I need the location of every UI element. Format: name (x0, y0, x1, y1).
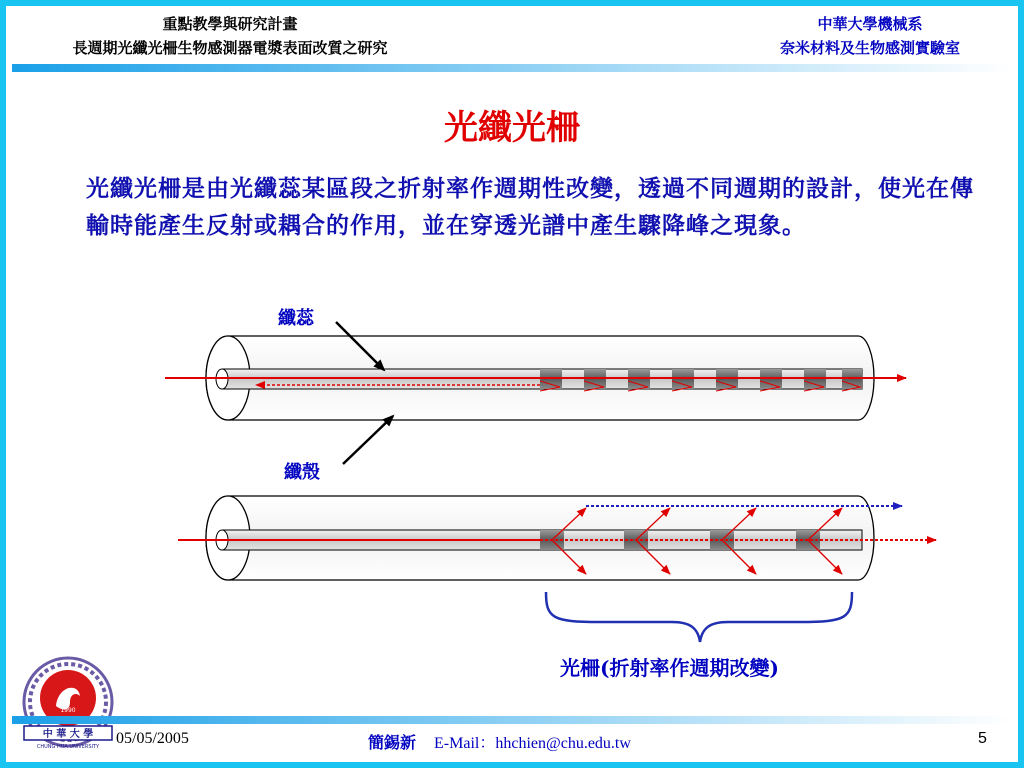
grating-label: 光柵(折射率作週期改變) (560, 656, 779, 680)
logo-name: 中 華 大 學 (42, 729, 94, 740)
university-logo (20, 656, 116, 752)
slide-title: 光纖光柵 (444, 108, 580, 148)
grating-brace (546, 592, 852, 642)
author-name: 簡錫新 (368, 733, 417, 752)
cladding-label: 纖殼 (284, 462, 320, 483)
core-label: 纖蕊 (278, 308, 314, 329)
header-lab: 奈米材料及生物感測實驗室 (779, 39, 960, 57)
cladding-pointer (343, 416, 393, 464)
logo-name-en: CHUNG HUA UNIVERSITY (36, 744, 100, 750)
header-program: 重點教學與研究計畫 (162, 15, 298, 33)
logo-year: 1990 (60, 707, 76, 714)
header-project: 長週期光纖光柵生物感測器電漿表面改質之研究 (72, 39, 388, 57)
page-number: 5 (978, 730, 987, 747)
footer-date: 05/05/2005 (116, 730, 189, 747)
fiber-bottom (178, 496, 936, 580)
header-department: 中華大學機械系 (817, 15, 923, 33)
fiber-top (165, 336, 906, 420)
footer-divider (12, 716, 1012, 724)
footer-author (368, 730, 631, 753)
body-text: 光纖光柵是由光纖蕊某區段之折射率作週期性改變，透過不同週期的設計，使光在傳輸時能產生反射或耦合的作用，並在穿透光譜中產生驟降峰之現象。 (86, 175, 974, 239)
author-email: E-Mail：hhchien@chu.edu.tw (434, 735, 631, 752)
